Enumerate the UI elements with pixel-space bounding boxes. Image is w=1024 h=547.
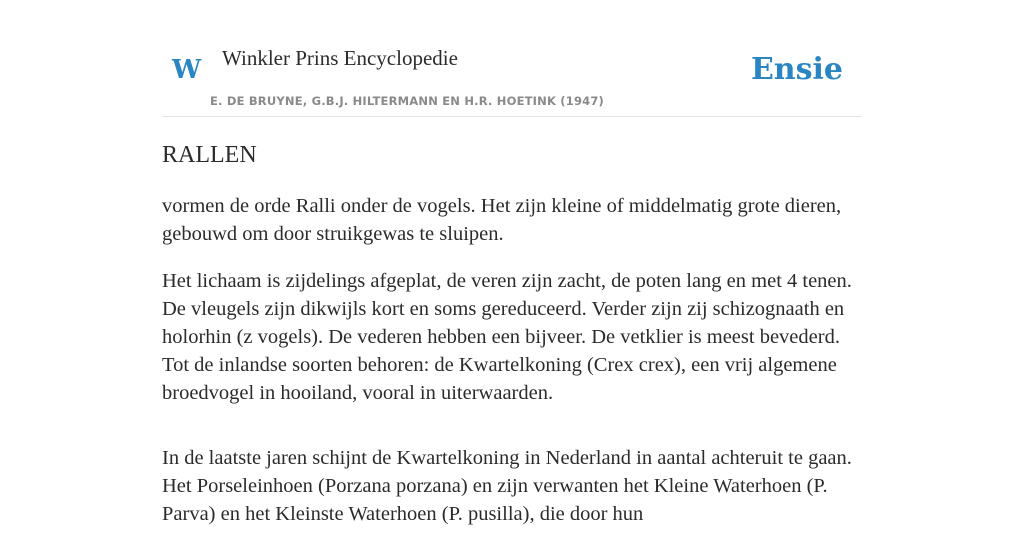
article-paragraph: In de laatste jaren schijnt de Kwartelkoning in Nederland in aantal achteruit te gaan. Het Porseleinhoen (Porzana porzana) en zijn verwanten het Kleine Waterhoen (P. Parva) en het Kleinste Waterhoen (P. pusilla), die door hun — [162, 447, 852, 525]
article-body — [162, 192, 862, 547]
article-paragraph: Het lichaam is zijdelings afgeplat, de veren zijn zacht, de poten lang en met 4 tenen. De vleugels zijn dikwijls kort en soms gereduceerd. Verder zijn zij schizognaath en holorhin (z vogels). De vederen hebben een bijveer. De vetklier is meest bevederd. Tot de inlandse soorten behoren: de Kwartelkoning (Crex crex), een vrij algemene broedvogel in hooiland, vooral in uiterwaarden. — [162, 270, 852, 404]
winkler-prins-logo[interactable]: W — [172, 55, 202, 85]
article-paragraph: vormen de orde Ralli onder de vogels. Het zijn kleine of middelmatig grote dieren, gebouwd om door struikgewas te sluipen. — [162, 195, 842, 245]
ensie-logo[interactable]: Ensie — [750, 52, 843, 87]
encyclopedia-header — [162, 0, 862, 117]
encyclopedia-title[interactable]: Winkler Prins Encyclopedie — [222, 46, 458, 70]
encyclopedia-authors: E. DE BRUYNE, G.B.J. HILTERMANN EN H.R. HOETINK (1947) — [210, 94, 605, 108]
article-page — [162, 0, 862, 525]
article-title: RALLEN — [162, 142, 257, 168]
